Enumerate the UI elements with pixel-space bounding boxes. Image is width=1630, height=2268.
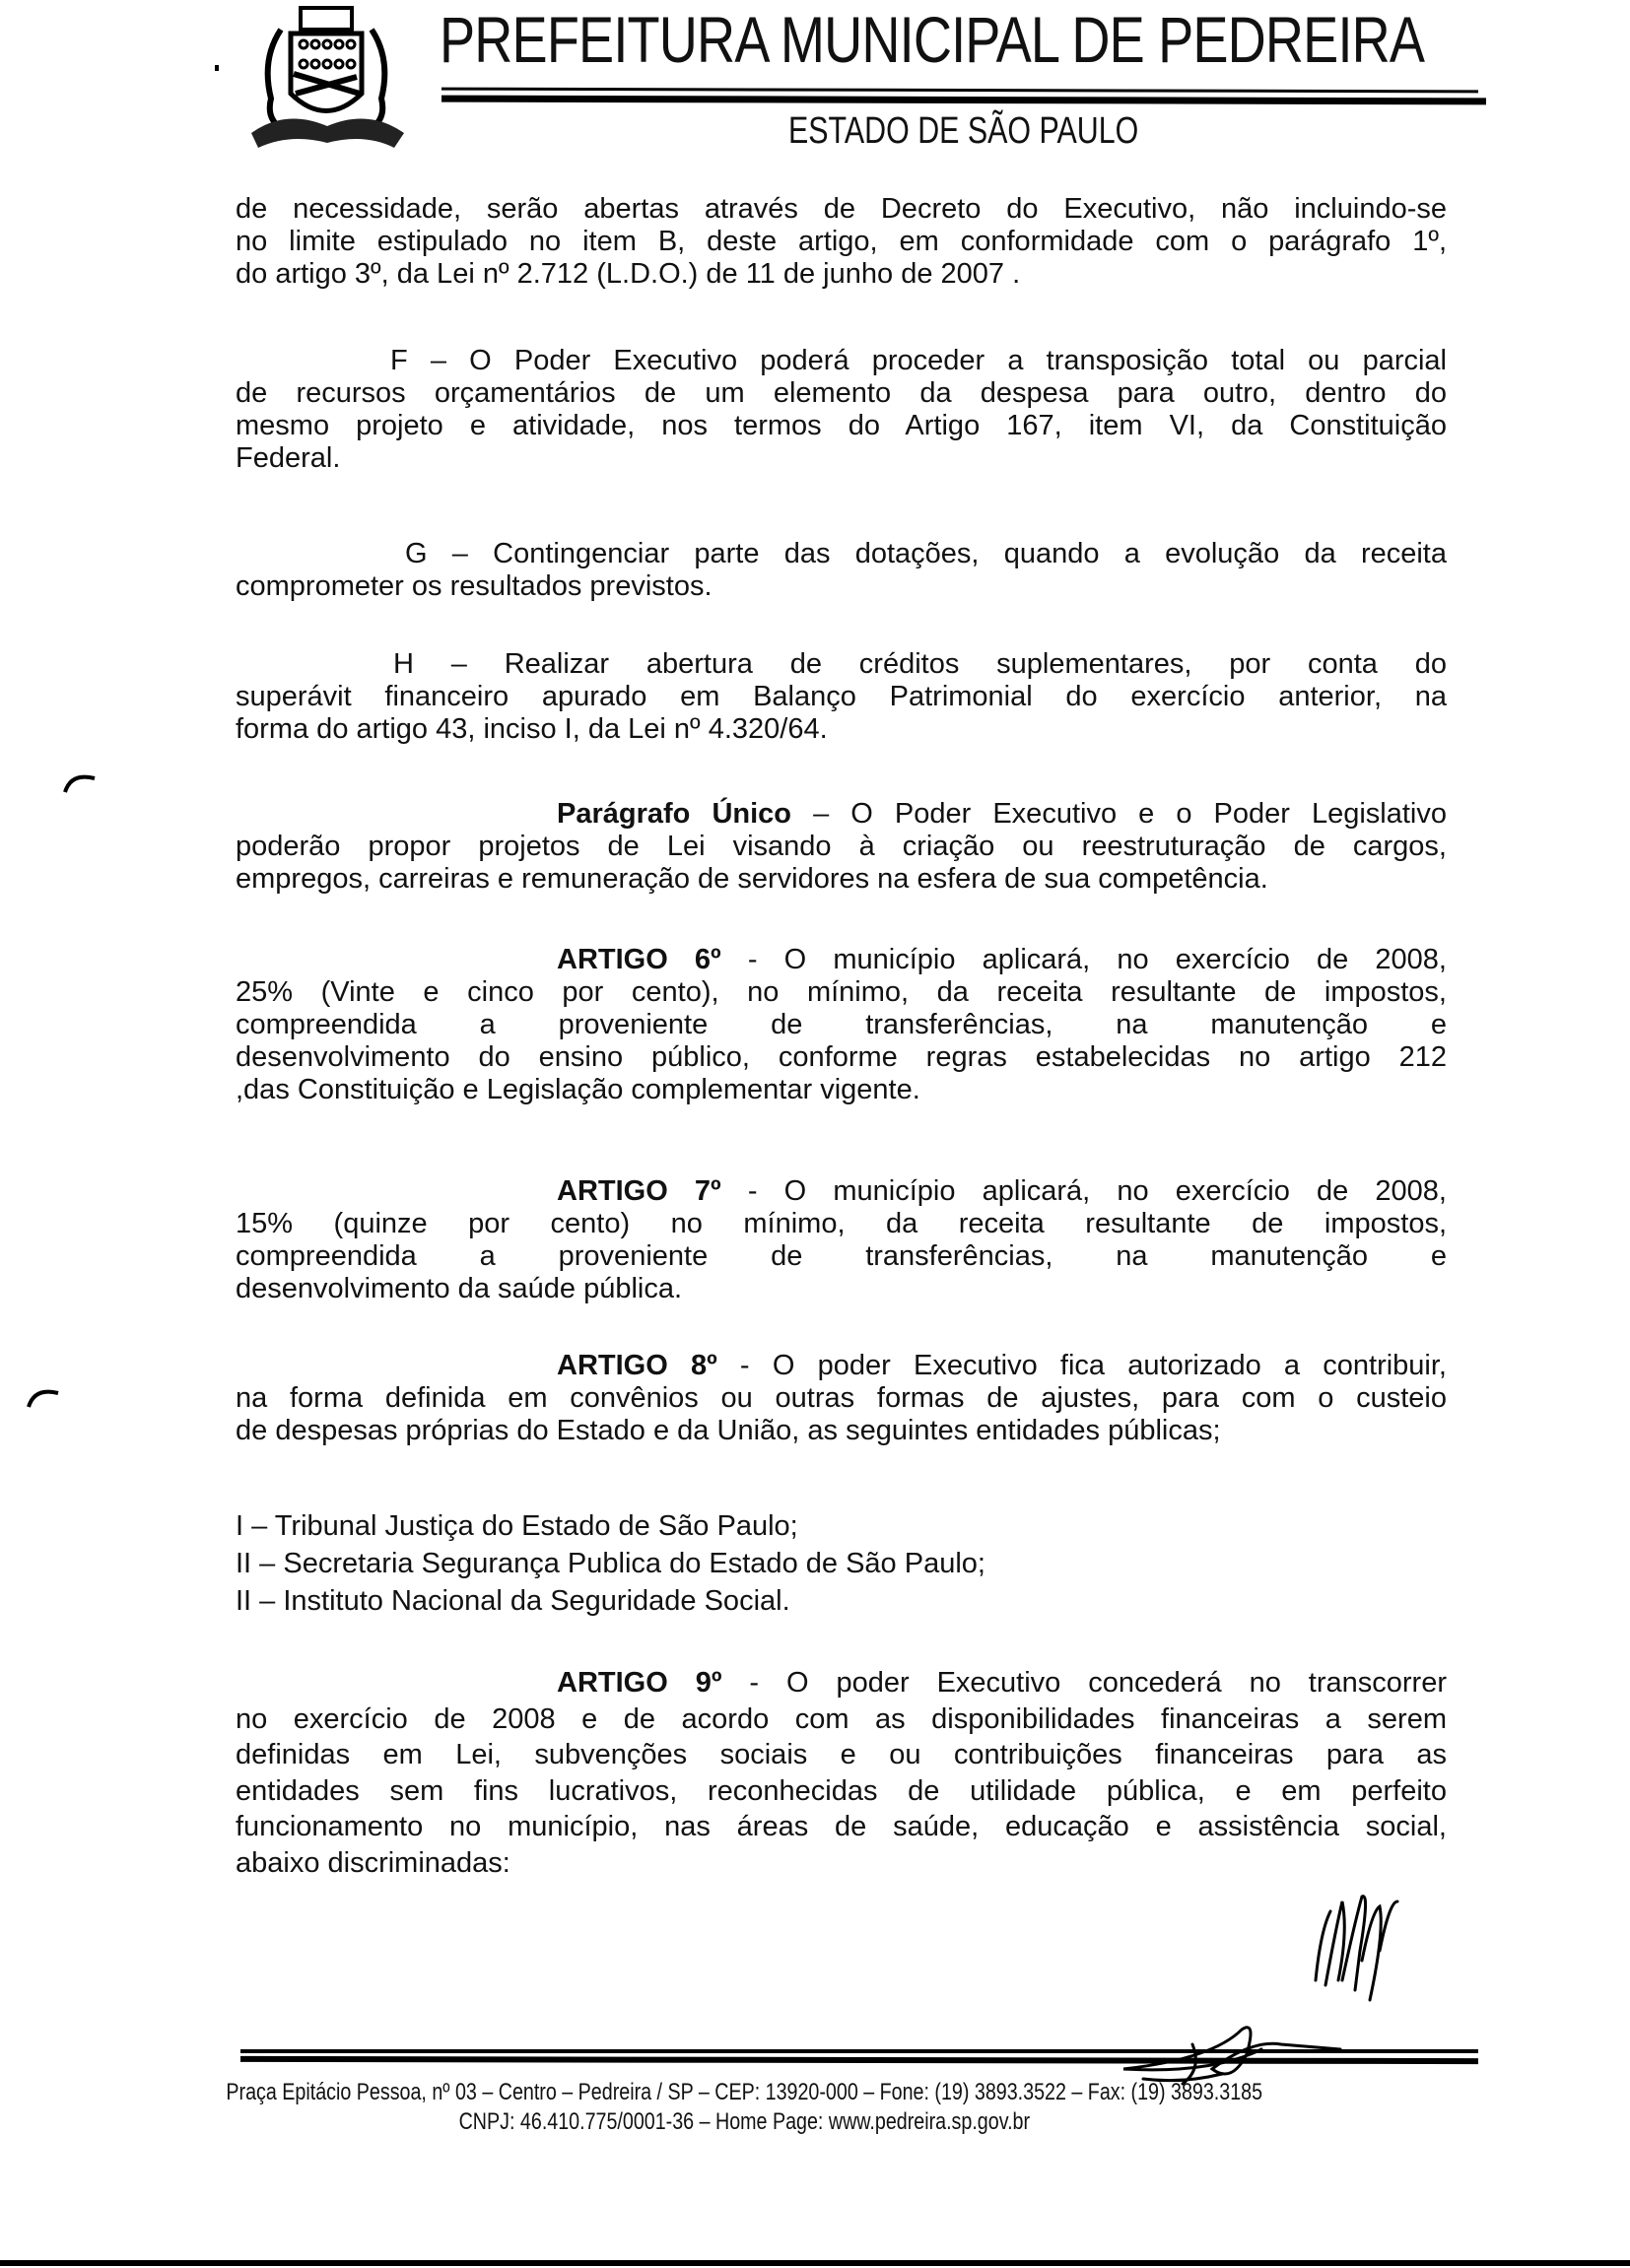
text-line: ,das Constituição e Legislação complementar vigente.	[236, 1074, 920, 1105]
text-line: no limite estipulado no item B, deste artigo, em conformidade com o parágrafo 1º,	[236, 226, 1447, 257]
paragraph-continuation	[236, 193, 1447, 291]
paragraph-artigo-8	[236, 1350, 1447, 1447]
text-line: desenvolvimento do ensino público, conforme regras estabelecidas no artigo 212	[236, 1041, 1447, 1073]
page-title: PREFEITURA MUNICIPAL DE PEDREIRA	[440, 3, 1425, 76]
text-line: na forma definida em convênios ou outras formas de ajustes, para com o custeio	[236, 1382, 1447, 1414]
list-item	[236, 1545, 1447, 1582]
paragraph-item-f	[236, 345, 1447, 475]
scan-speck	[215, 65, 219, 71]
text-line: 15% (quinze por cento) no mínimo, da receita resultante de impostos,	[236, 1208, 1447, 1239]
list-number: II	[236, 1548, 252, 1579]
list-text: – Tribunal Justiça do Estado de São Paulo;	[243, 1510, 798, 1542]
list-text: – Instituto Nacional da Seguridade Social.	[251, 1585, 790, 1617]
section-heading: ARTIGO 9º	[557, 1667, 722, 1699]
punch-mark-icon	[61, 767, 101, 796]
text-span: - O poder Executivo fica autorizado a contribuir,	[716, 1350, 1447, 1381]
address-text: Praça Epitácio Pessoa, nº 03 – Centro – Pedreira / SP – CEP: 13920-000 – Fone: (19) 3893.3522 – Fax: (19) 3893.3185	[226, 2079, 1262, 2105]
text-line: superávit financeiro apurado em Balanço Patrimonial do exercício anterior, na	[236, 681, 1447, 712]
cnpj-text: CNPJ: 46.410.775/0001-36 – Home Page: www.pedreira.sp.gov.br	[458, 2108, 1030, 2135]
text-line: de necessidade, serão abertas através de Decreto do Executivo, não incluindo-se	[236, 193, 1447, 225]
footer-address	[0, 2079, 1488, 2106]
paragraph-artigo-7	[236, 1175, 1447, 1305]
paragraph-item-g	[236, 538, 1447, 603]
page-subtitle: ESTADO DE SÃO PAULO	[788, 110, 1139, 152]
text-line	[236, 1350, 1447, 1382]
section-heading: ARTIGO 7º	[557, 1175, 721, 1207]
text-line: empregos, carreiras e remuneração de servidores na esfera de sua competência.	[236, 863, 1268, 895]
list-number: I	[236, 1510, 244, 1542]
text-span: – O Poder Executivo e o Poder Legislativo	[791, 798, 1447, 830]
punch-mark-icon	[25, 1381, 64, 1411]
coat-of-arms-logo	[246, 0, 409, 156]
section-heading: ARTIGO 8º	[557, 1350, 717, 1381]
paragraph-item-h	[236, 648, 1447, 746]
paragraph-artigo-6	[236, 944, 1447, 1106]
text-line: funcionamento no município, nas áreas de saúde, educação e assistência social,	[236, 1811, 1447, 1842]
text-line: no exercício de 2008 e de acordo com as disponibilidades financeiras a serem	[236, 1702, 1447, 1735]
text-line: F – O Poder Executivo poderá proceder a transposição total ou parcial	[390, 345, 1447, 376]
text-span: - O município aplicará, no exercício de 2008,	[720, 944, 1447, 975]
text-line: entidades sem fins lucrativos, reconhecidas de utilidade pública, e em perfeito	[236, 1774, 1447, 1807]
text-line: compreendida a proveniente de transferências, na manutenção e	[236, 1009, 1447, 1040]
header-rule-thick	[441, 96, 1486, 105]
list-number: II	[236, 1585, 252, 1617]
text-line: abaixo discriminadas:	[236, 1846, 510, 1879]
text-line: comprometer os resultados previstos.	[236, 570, 713, 602]
list-item	[236, 1507, 1447, 1545]
paragraph-artigo-9	[236, 1665, 1447, 1881]
list-item	[236, 1582, 1447, 1620]
text-line: de recursos orçamentários de um elemento da despesa para outro, dentro do	[236, 377, 1447, 409]
text-line: G – Contingenciar parte das dotações, quando a evolução da receita	[405, 538, 1447, 569]
text-line: definidas em Lei, subvenções sociais e ou contribuições financeiras para as	[236, 1739, 1447, 1770]
section-heading: Parágrafo Único	[557, 798, 792, 830]
text-line	[236, 944, 1447, 976]
section-heading: ARTIGO 6º	[557, 944, 721, 975]
text-line	[236, 1665, 1447, 1701]
text-line	[236, 798, 1447, 831]
text-line: de despesas próprias do Estado e da União, as seguintes entidades públicas;	[236, 1415, 1221, 1446]
header-rule-thin	[441, 88, 1478, 94]
text-span: - O município aplicará, no exercício de 2008,	[720, 1175, 1447, 1207]
footer-rule-thick	[240, 2056, 1478, 2064]
list-text: – Secretaria Segurança Publica do Estado de São Paulo;	[251, 1548, 985, 1579]
text-line: desenvolvimento da saúde pública.	[236, 1273, 683, 1304]
footer-cnpj	[0, 2108, 1488, 2136]
text-line: H – Realizar abertura de créditos suplementares, por conta do	[393, 648, 1447, 680]
text-line	[236, 1175, 1447, 1208]
text-line: 25% (Vinte e cinco por cento), no mínimo, da receita resultante de impostos,	[236, 976, 1447, 1008]
page-bottom-edge	[0, 2260, 1630, 2266]
text-line: mesmo projeto e atividade, nos termos do Artigo 167, item VI, da Constituição	[236, 410, 1447, 441]
text-line: poderão propor projetos de Lei visando à criação ou reestruturação de cargos,	[236, 831, 1447, 862]
handwritten-initials	[1084, 1872, 1478, 2089]
text-span: - O poder Executivo concederá no transcorrer	[721, 1667, 1447, 1699]
text-line: Federal.	[236, 442, 341, 474]
paragraph-unico	[236, 798, 1447, 896]
text-line: forma do artigo 43, inciso I, da Lei nº 4.320/64.	[236, 713, 828, 745]
text-line: do artigo 3º, da Lei nº 2.712 (L.D.O.) de 11 de junho de 2007 .	[236, 258, 1021, 290]
entity-list	[236, 1507, 1447, 1620]
footer-rule-thin	[240, 2049, 1478, 2053]
text-line: compreendida a proveniente de transferências, na manutenção e	[236, 1240, 1447, 1272]
